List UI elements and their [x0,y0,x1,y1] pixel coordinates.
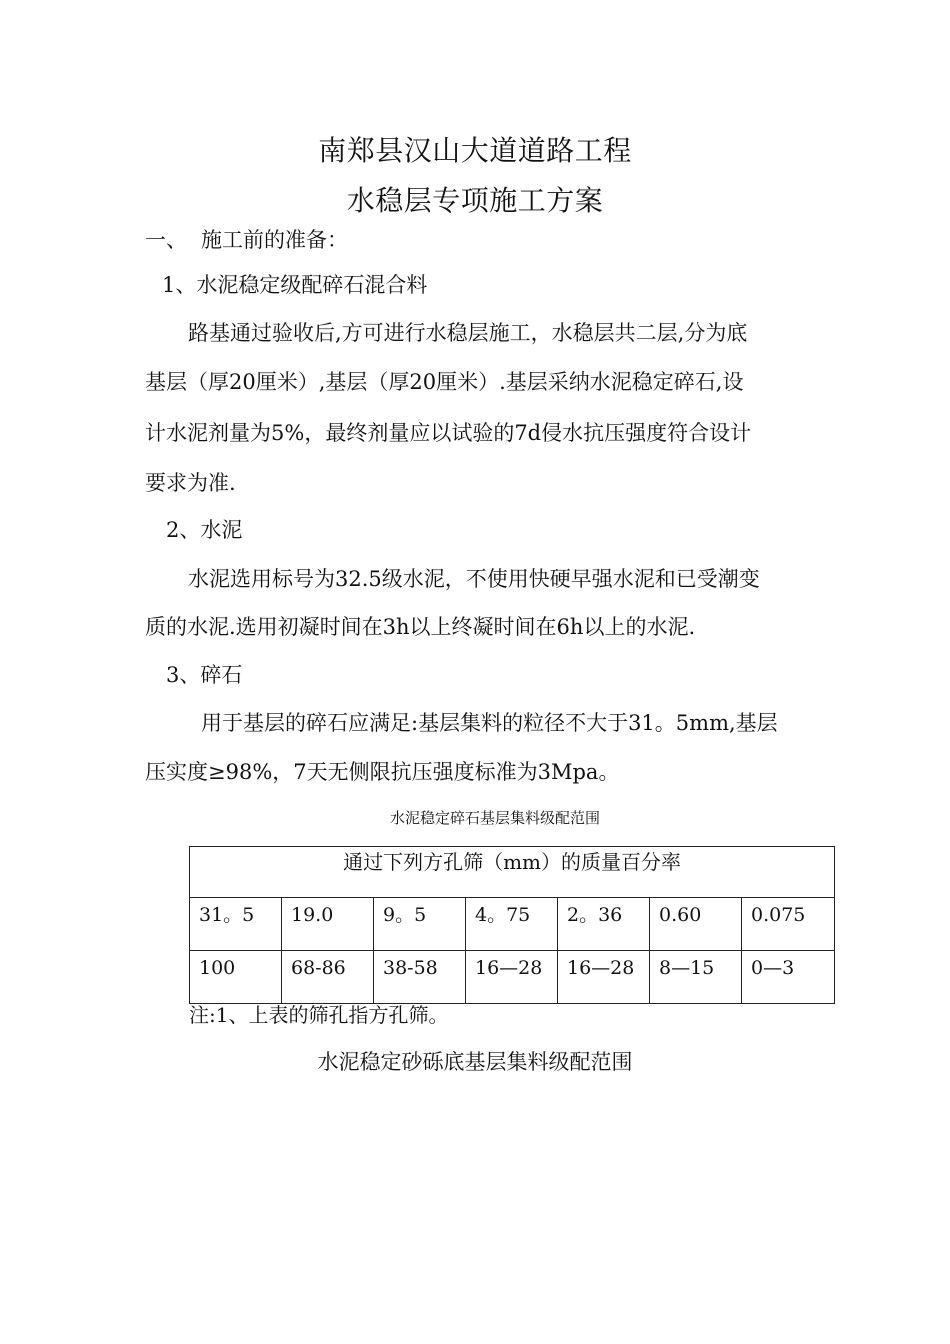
section-number: 一、 [145,228,187,252]
item-heading: 3、碎石 [166,663,243,687]
document-subtitle: 水稳层专项施工方案 [346,184,604,217]
table-row [190,951,835,1004]
paragraph-line: 要求为准. [145,471,236,495]
document-title: 南郑县汉山大道道路工程 [318,134,632,167]
table-cell: 0.60 [650,898,742,951]
table-cell: 19.0 [282,898,374,951]
table-row [190,898,835,951]
table-cell: 9。5 [374,898,466,951]
paragraph-line: 质的水泥.选用初凝时间在3h以上终凝时间在6h以上的水泥. [145,615,696,639]
table-caption: 水泥稳定碎石基层集料级配范围 [389,809,600,827]
table-cell: 16—28 [558,951,650,1004]
table-cell: 0.075 [742,898,835,951]
table-cell: 31。5 [190,898,282,951]
paragraph-line: 用于基层的碎石应满足:基层集料的粒径不大于31。5mm,基层 [201,711,778,735]
table-cell: 4。75 [466,898,558,951]
table-cell: 2。36 [558,898,650,951]
paragraph-line: 水泥选用标号为32.5级水泥，不使用快硬早强水泥和已受潮变 [188,567,760,591]
paragraph-line: 计水泥剂量为5%，最终剂量应以试验的7d侵水抗压强度符合设计 [145,421,752,445]
table-note: 注:1、上表的筛孔指方孔筛。 [189,1003,449,1027]
item-heading: 1、水泥稳定级配碎石混合料 [162,273,428,297]
table-header: 通过下列方孔筛（mm）的质量百分率 [190,847,835,898]
section-heading [145,225,348,255]
table-cell: 38-58 [374,951,466,1004]
section-title: 施工前的准备： [201,228,348,252]
paragraph-line: 路基通过验收后,方可进行水稳层施工，水稳层共二层,分为底 [188,321,748,345]
table2-caption: 水泥稳定砂砾底基层集料级配范围 [317,1050,633,1074]
paragraph-line: 基层（厚20厘米）,基层（厚20厘米）.基层采纳水泥稳定碎石,设 [145,370,744,394]
table-cell: 100 [190,951,282,1004]
table-cell: 8—15 [650,951,742,1004]
table-cell: 0—3 [742,951,835,1004]
gradation-table [189,846,834,1000]
table-cell: 68-86 [282,951,374,1004]
paragraph-line: 压实度≥98%，7天无侧限抗压强度标准为3Mpa。 [145,760,620,784]
table-cell: 16—28 [466,951,558,1004]
item-heading: 2、水泥 [166,518,243,542]
